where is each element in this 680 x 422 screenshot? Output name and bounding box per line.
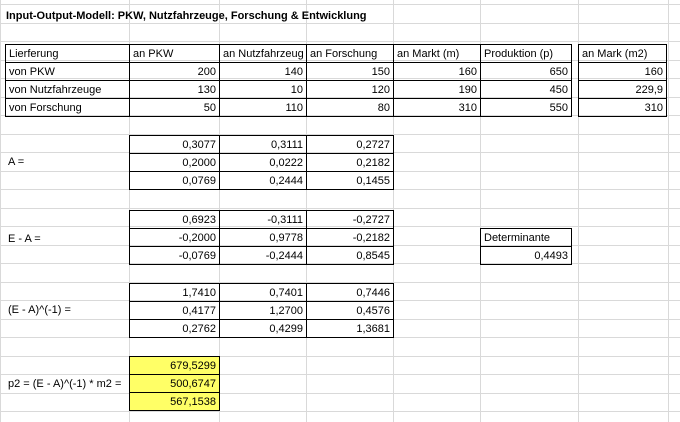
header-an-forschung[interactable]: an Forschung xyxy=(306,44,394,63)
row-value-cell[interactable]: 10 xyxy=(219,80,307,99)
matrix-e-minus-a-cell[interactable]: -0,2444 xyxy=(219,246,307,265)
header-an-nutzfahrzeug[interactable]: an Nutzfahrzeug xyxy=(219,44,307,63)
matrix-e-minus-a-cell[interactable]: -0,2182 xyxy=(306,228,394,247)
header-an-mark-m2[interactable]: an Mark (m2) xyxy=(578,44,667,63)
matrix-a-cell[interactable]: 0,2727 xyxy=(306,135,394,154)
row-m2-cell[interactable]: 229,9 xyxy=(578,80,667,99)
row-value-cell[interactable]: 650 xyxy=(480,62,572,81)
p2-result-cell[interactable]: 679,5299 xyxy=(129,356,220,375)
matrix-a-cell[interactable]: 0,2444 xyxy=(219,171,307,190)
matrix-inverse-cell[interactable]: 1,3681 xyxy=(306,319,394,338)
row-value-cell[interactable]: 160 xyxy=(393,62,481,81)
matrix-inverse-cell[interactable]: 0,4177 xyxy=(129,301,220,320)
matrix-a-cell[interactable]: 0,2182 xyxy=(306,153,394,172)
header-an-markt[interactable]: an Markt (m) xyxy=(393,44,481,63)
determinant-label[interactable]: Determinante xyxy=(480,228,572,247)
row-value-cell[interactable]: 140 xyxy=(219,62,307,81)
row-value-cell[interactable]: 110 xyxy=(219,98,307,117)
matrix-inverse-cell[interactable]: 0,7446 xyxy=(306,283,394,302)
label-matrix-e-minus-a[interactable]: E - A = xyxy=(8,233,41,245)
row-value-cell[interactable]: 310 xyxy=(393,98,481,117)
matrix-inverse-cell[interactable]: 0,4576 xyxy=(306,301,394,320)
row-value-cell[interactable]: 80 xyxy=(306,98,394,117)
matrix-e-minus-a-cell[interactable]: 0,8545 xyxy=(306,246,394,265)
matrix-e-minus-a-cell[interactable]: -0,3111 xyxy=(219,210,307,229)
matrix-e-minus-a-cell[interactable]: -0,2727 xyxy=(306,210,394,229)
row-label[interactable]: von Forschung xyxy=(5,98,130,117)
row-value-cell[interactable]: 200 xyxy=(129,62,220,81)
label-matrix-a[interactable]: A = xyxy=(8,156,25,168)
row-value-cell[interactable]: 120 xyxy=(306,80,394,99)
sheet-title[interactable]: Input-Output-Modell: PKW, Nutzfahrzeuge, Forschung & Entwicklung xyxy=(6,10,367,22)
row-value-cell[interactable]: 190 xyxy=(393,80,481,99)
determinant-value[interactable]: 0,4493 xyxy=(480,246,572,265)
matrix-e-minus-a-cell[interactable]: 0,9778 xyxy=(219,228,307,247)
header-an-pkw[interactable]: an PKW xyxy=(129,44,220,63)
header-produktion[interactable]: Produktion (p) xyxy=(480,44,572,63)
matrix-inverse-cell[interactable]: 0,4299 xyxy=(219,319,307,338)
row-m2-cell[interactable]: 310 xyxy=(578,98,667,117)
row-value-cell[interactable]: 450 xyxy=(480,80,572,99)
row-label[interactable]: von Nutzfahrzeuge xyxy=(5,80,130,99)
matrix-a-cell[interactable]: 0,3077 xyxy=(129,135,220,154)
p2-result-cell[interactable]: 567,1538 xyxy=(129,392,220,411)
matrix-e-minus-a-cell[interactable]: -0,0769 xyxy=(129,246,220,265)
row-label[interactable]: von PKW xyxy=(5,62,130,81)
matrix-e-minus-a-cell[interactable]: 0,6923 xyxy=(129,210,220,229)
matrix-inverse-cell[interactable]: 1,2700 xyxy=(219,301,307,320)
matrix-inverse-cell[interactable]: 1,7410 xyxy=(129,283,220,302)
matrix-e-minus-a-cell[interactable]: -0,2000 xyxy=(129,228,220,247)
row-value-cell[interactable]: 550 xyxy=(480,98,572,117)
row-value-cell[interactable]: 150 xyxy=(306,62,394,81)
label-matrix-inverse[interactable]: (E - A)^(-1) = xyxy=(8,304,71,316)
row-value-cell[interactable]: 50 xyxy=(129,98,220,117)
matrix-inverse-cell[interactable]: 0,2762 xyxy=(129,319,220,338)
row-value-cell[interactable]: 130 xyxy=(129,80,220,99)
label-p2[interactable]: p2 = (E - A)^(-1) * m2 = xyxy=(8,378,122,390)
matrix-a-cell[interactable]: 0,0222 xyxy=(219,153,307,172)
matrix-a-cell[interactable]: 0,0769 xyxy=(129,171,220,190)
row-m2-cell[interactable]: 160 xyxy=(578,62,667,81)
matrix-a-cell[interactable]: 0,3111 xyxy=(219,135,307,154)
header-lieferung[interactable]: Lierferung xyxy=(5,44,130,63)
matrix-a-cell[interactable]: 0,1455 xyxy=(306,171,394,190)
matrix-a-cell[interactable]: 0,2000 xyxy=(129,153,220,172)
p2-result-cell[interactable]: 500,6747 xyxy=(129,374,220,393)
matrix-inverse-cell[interactable]: 0,7401 xyxy=(219,283,307,302)
